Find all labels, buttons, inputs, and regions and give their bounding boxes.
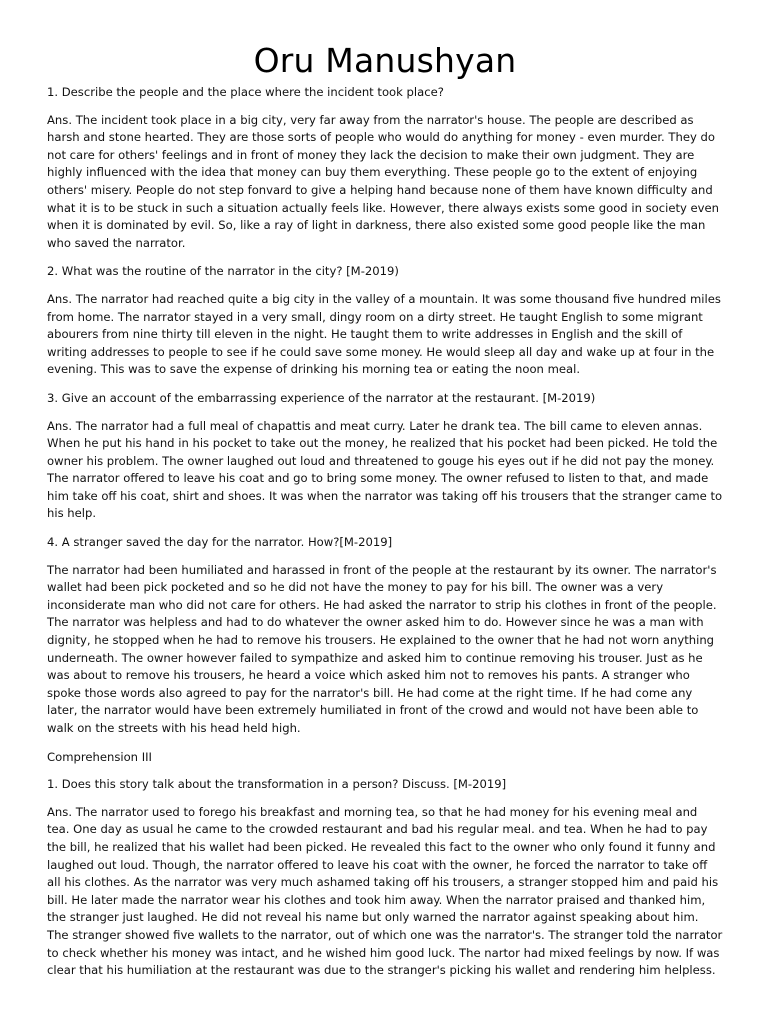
question-2: 2. What was the routine of the narrator in the city? [M-2019): [47, 264, 399, 279]
answer-2: Ans. The narrator had reached quite a big city in the valley of a mountain. It was some thousand five hundred miles from home. The narrator stayed in a very small, dingy room on a dirty street. He taught English to some migrant abourers from nine thirty till eleven in the night. He taught them to write addresses in English and the skill of writing addresses to people to see if he could save some money. He would sleep all day and wake up at four in the evening. This was to save the expense of drinking his morning tea or eating the noon meal.: [47, 291, 721, 377]
document-title: Oru Manushyan: [253, 41, 517, 80]
question-1: 1. Describe the people and the place where the incident took place?: [47, 85, 444, 99]
answer-4: The narrator had been humiliated and harassed in front of the people at the restaurant by its owner. The narrator's wallet had been pick pocketed and so he did not have the money to pay for his bill. The owner was a very inconsiderate man who did not care for others. He had asked the narrator to strip his clothes in front of the people. The narrator was helpless and had to do whatever the owner asked him to do. However since he was a man with dignity, he stopped when he had to remove his trousers. He explained to the owner that he had not worn anything underneath. The owner however failed to sympathize and asked him to continue removing his trouser. Just as he was about to remove his trousers, he heard a voice which asked him not to removes his pants. A stranger who spoke those words also agreed to pay for the narrator's bill. He had come at the right time. If he had come any later, the narrator would have been extremely humiliated in front of the crowd and would not have been able to walk on the streets with his head held high.: [47, 562, 717, 735]
question-4: 4. A stranger saved the day for the narrator. How?[M-2019]: [47, 535, 393, 550]
document-page: [47, 38, 723, 991]
question-3: 3. Give an account of the embarrassing experience of the narrator at the restaurant. [M-2019): [47, 390, 596, 405]
answer-5: Ans. The narrator used to forego his breakfast and morning tea, so that he had money for his evening meal and tea. One day as usual he came to the crowded restaurant and bad his regular meal. and tea. When he had to pay the bill, he realized that his wallet had been picked. He revealed this fact to the owner who only found it funny and laughed out loud. Though, the narrator offered to leave his coat with the owner, he forced the narrator to take off all his clothes. As the narrator was very much ashamed taking off his trousers, a stranger stopped him and paid his bill. He later made the narrator wear his clothes and took him away. When the narrator praised and thanked him, the stranger just laughed. He did not reveal his name but only warned the narrator against speaking about him. The stranger showed five wallets to the narrator, out of which one was the narrator's. The stranger told the narrator to check whether his money was intact, and he wished him good luck. The nartor had mixed feelings by now. If was clear that his humiliation at the restaurant was due to the stranger's picking his wallet and rendering him helpless.: [47, 804, 723, 978]
section-heading: Comprehension III: [47, 749, 152, 764]
answer-3: Ans. The narrator had a full meal of chapattis and meat curry. Later he drank tea. The bill came to eleven annas. When he put his hand in his pocket to take out the money, he realized that his pocket had been picked. He told the owner his problem. The owner laughed out loud and threatened to gouge his eyes out if he did not pay the money. The narrator offered to leave his coat and go to bring some money. The owner refused to listen to that, and made him take off his coat, shirt and shoes. It was when the narrator was taking off his trousers that the stranger came to his help.: [47, 418, 723, 521]
answer-1: Ans. The incident took place in a big city, very far away from the narrator's house. The people are described as harsh and stone hearted. They are those sorts of people who would do anything for money - even murder. They do not care for others' feelings and in front of money they lack the decision to make their own judgment. They are highly influenced with the idea that money can buy them everything. These people go to the extent of enjoying others' misery. People do not step fonvard to give a helping hand because none of them have known difficulty and what it is to be stuck in such a situation actually feels like. However, there always exists some good in society even when it is dominated by evil. So, like a ray of light in darkness, there also existed some good people like the man who saved the narrator.: [47, 112, 720, 250]
question-5: 1. Does this story talk about the transformation in a person? Discuss. [M-2019]: [47, 777, 507, 792]
